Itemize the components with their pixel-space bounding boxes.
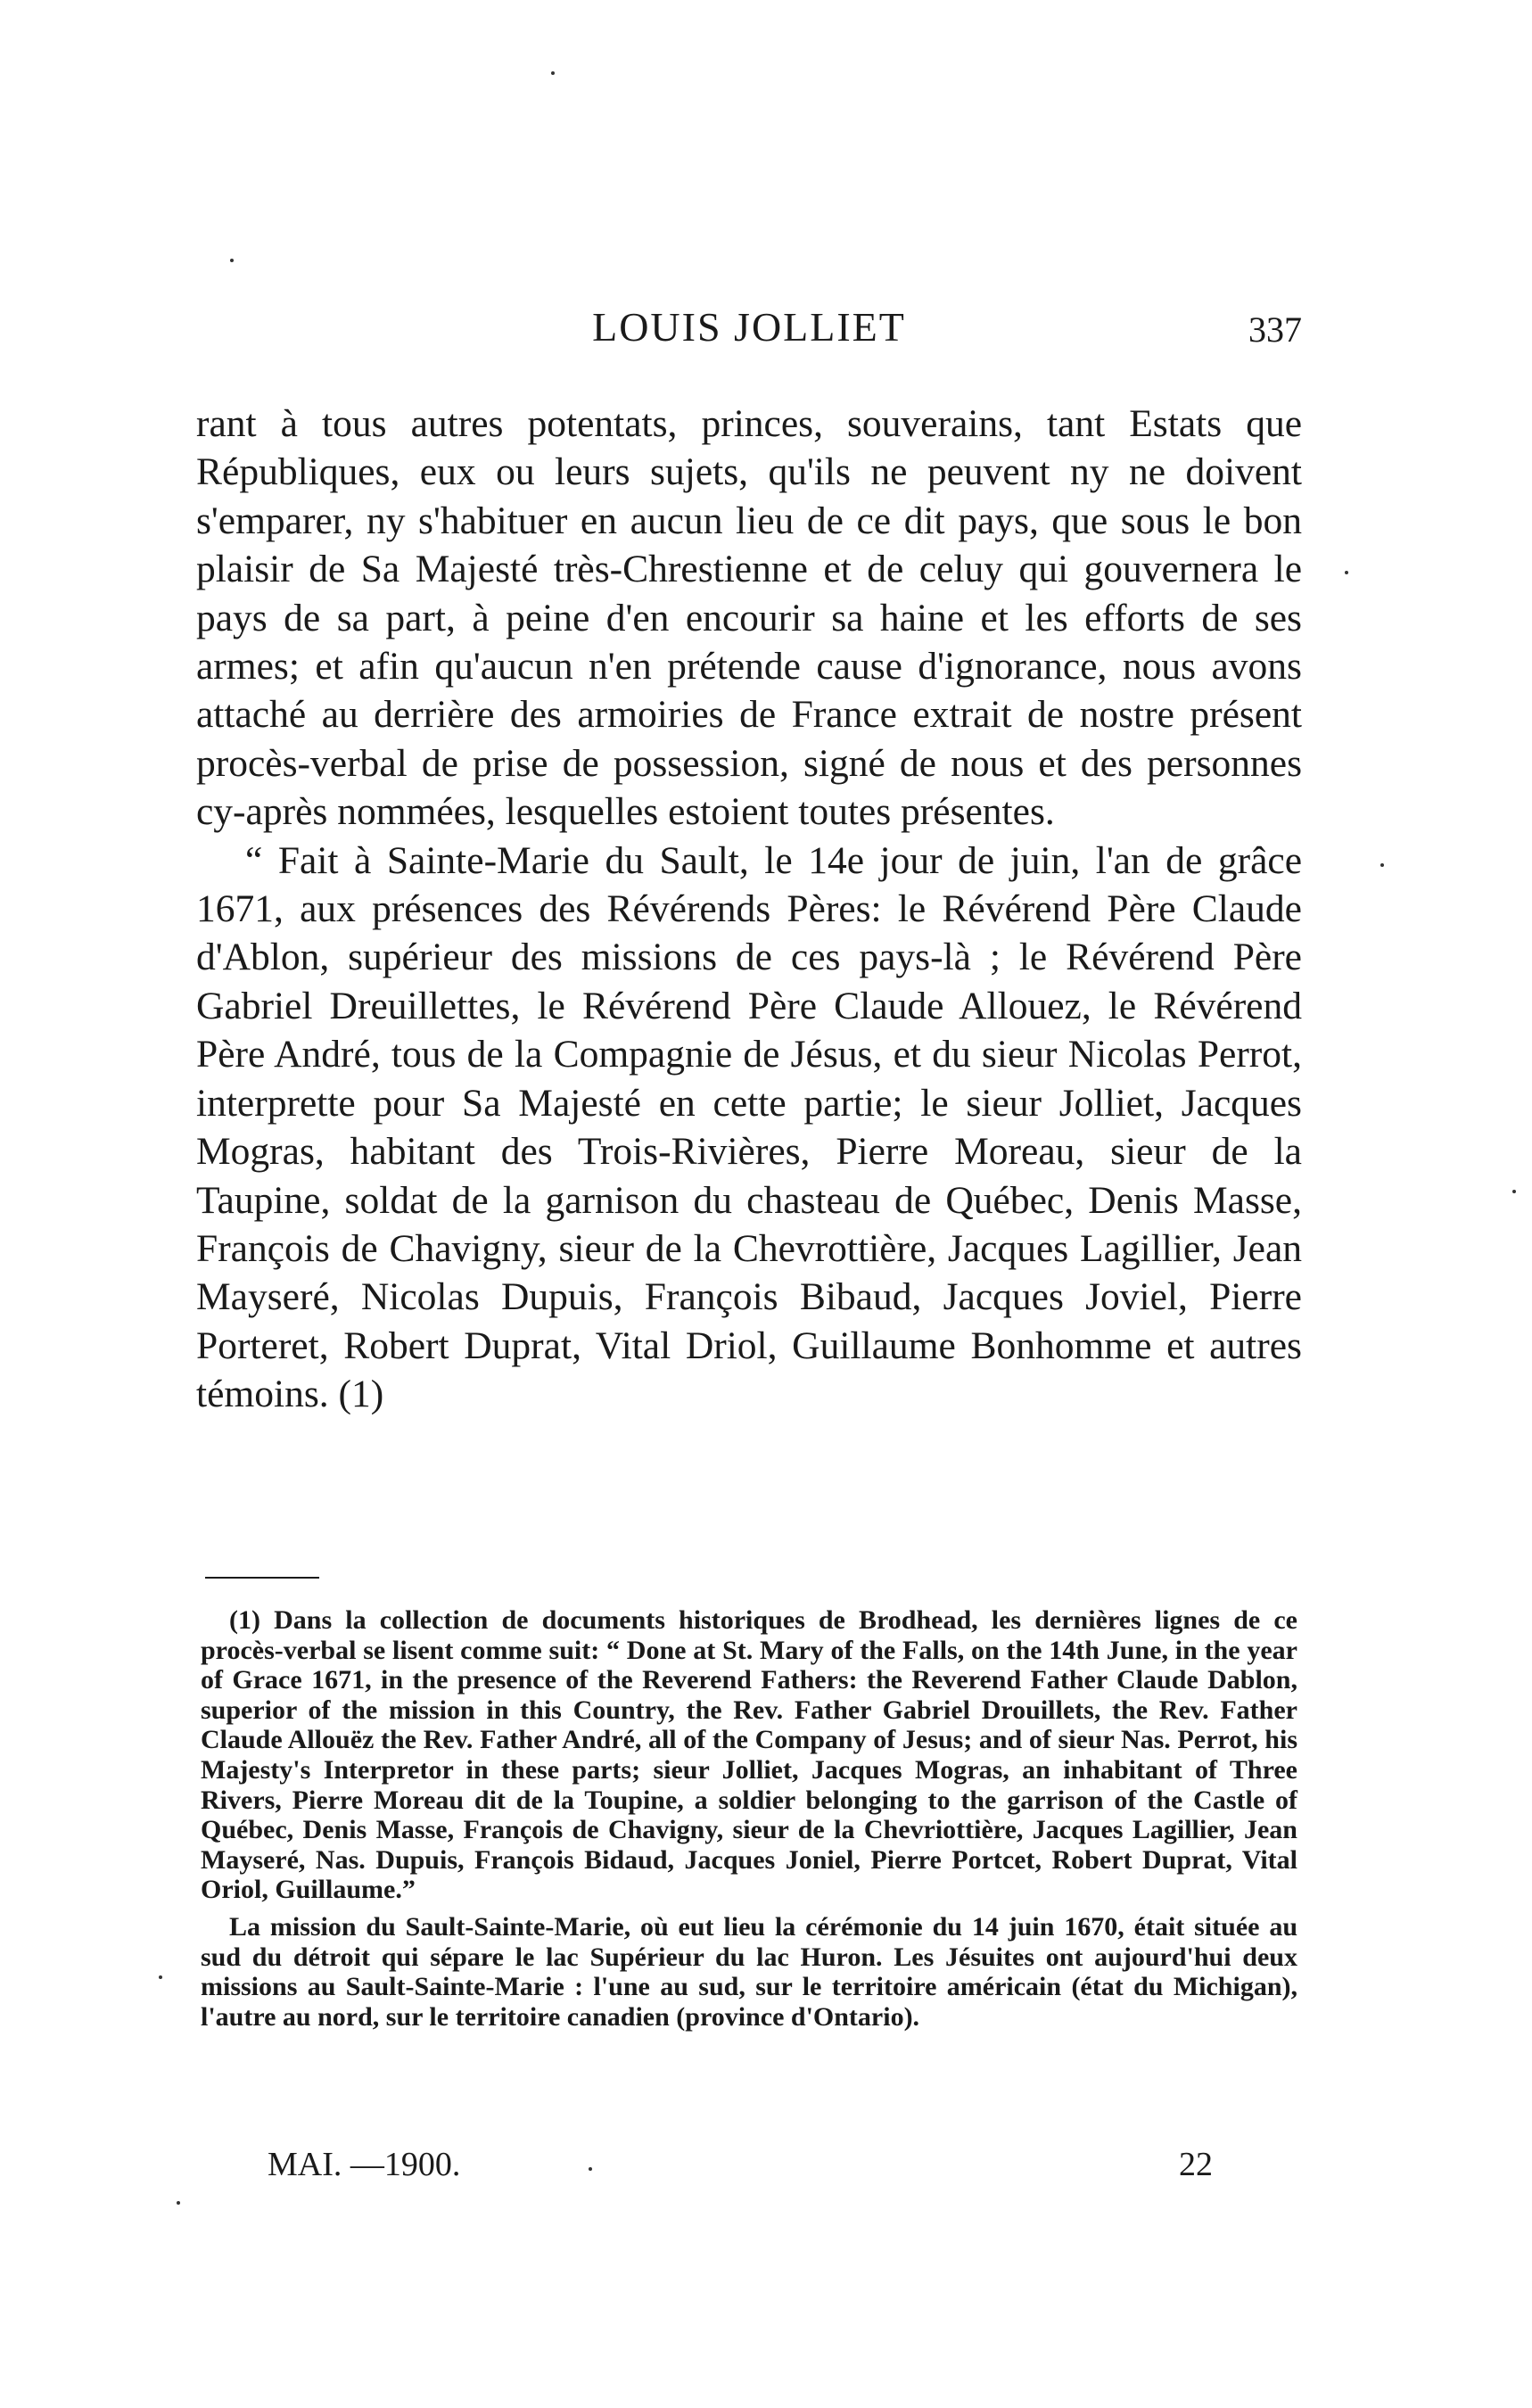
print-speck	[1380, 863, 1384, 867]
running-head	[196, 303, 1302, 357]
main-text	[196, 400, 1302, 1419]
running-head-title: LOUIS JOLLIET	[592, 304, 906, 350]
footnotes	[201, 1605, 1297, 2039]
footnote-1: (1) Dans la collection de documents historiques de Brodhead, les dernières lignes de ce procès-verbal se lisent comme suit: “ Done at St. Mary of the Falls, on the 14th June, in the year of Grace 1671, in the presence of the Reverend Fathers: the Reverend Father Claude Dablon, superior of the mission in this Country, the Rev. Father Gabriel Drouillets, the Rev. Father Claude Allouëz the Rev. Father André, all of the Company of Jesus; and of sieur Nas. Perrot, his Majesty's Interpretor in these parts; sieur Jolliet, Jacques Mogras, an inhabitant of Three Rivers, Pierre Moreau dit de la Toupine, a soldier belonging to the garrison of the Castle of Québec, Denis Masse, François de Chavigny, sieur de la Chevriottière, Jacques Lagillier, Jean Mayseré, Nas. Dupuis, François Bidaud, Jacques Joniel, Pierre Portcet, Robert Duprat, Vital Oriol, Guillaume.”	[201, 1605, 1297, 1905]
footnote-rule	[205, 1577, 319, 1579]
body-paragraph-2	[196, 837, 1302, 1419]
page-footer	[268, 2145, 1213, 2185]
print-speck	[159, 1975, 162, 1979]
print-speck	[1512, 1190, 1516, 1193]
signature-number: 22	[1179, 2146, 1213, 2183]
print-speck	[589, 2167, 592, 2171]
print-speck	[230, 259, 234, 262]
footnote-2: La mission du Sault-Sainte-Marie, où eut lieu la cérémonie du 14 juin 1670, était située au sud du détroit qui sépare le lac Supérieur du lac Huron. Les Jésuites ont aujourd'hui deux missions au Sault-Sainte-Marie : l'une au sud, sur le territoire américain (état du Michigan), l'autre au nord, sur le territoire canadien (province d'Ontario).	[201, 1911, 1297, 2032]
body-paragraph-2-text: “ Fait à Sainte-Marie du Sault, le 14e jour de juin, l'an de grâce 1671, aux présences des Révérends Pères: le Révérend Père Claude d'Ablon, supérieur des missions de ces pays-là ; le Révérend Père Gabriel Dreuillettes, le Révérend Père Claude Allouez, le Révérend Père André, tous de la Compagnie de Jésus, et du sieur Nicolas Perrot, interprette pour Sa Majesté en cette partie; le sieur Jolliet, Jacques Mogras, habitant des Trois-Rivières, Pierre Moreau, sieur de la Taupine, soldat de la garnison du chasteau de Québec, Denis Masse, François de Chavigny, sieur de la Chevrottière, Jacques Lagillier, Jean Mayseré, Nicolas Dupuis, François Bibaud, Jacques Joviel, Pierre Porteret, Robert Duprat, Vital Driol, Guillaume Bonhomme et autres témoins.	[196, 838, 1302, 1416]
print-speck	[177, 2201, 180, 2205]
footnote-reference: (1)	[338, 1373, 384, 1416]
page-number: 337	[1248, 309, 1302, 350]
signature-mark: MAI. —1900.	[268, 2146, 461, 2183]
print-speck	[1345, 571, 1348, 574]
body-paragraph-1: rant à tous autres potentats, princes, souverains, tant Estats que Républiques, eux ou leurs sujets, qu'ils ne peuvent ny ne doivent s'emparer, ny s'habituer en aucun lieu de ce dit pays, que sous le bon plaisir de Sa Majesté très-Chrestienne et de celuy qui gouvernera le pays de sa part, à peine d'en encourir sa haine et les efforts de ses armes; et afin qu'aucun n'en prétende cause d'ignorance, nous avons attaché au derrière des armoiries de France extrait de nostre présent procès-verbal de prise de possession, signé de nous et des personnes cy-après nommées, lesquelles estoient toutes présentes.	[196, 402, 1302, 834]
print-speck	[551, 71, 555, 75]
